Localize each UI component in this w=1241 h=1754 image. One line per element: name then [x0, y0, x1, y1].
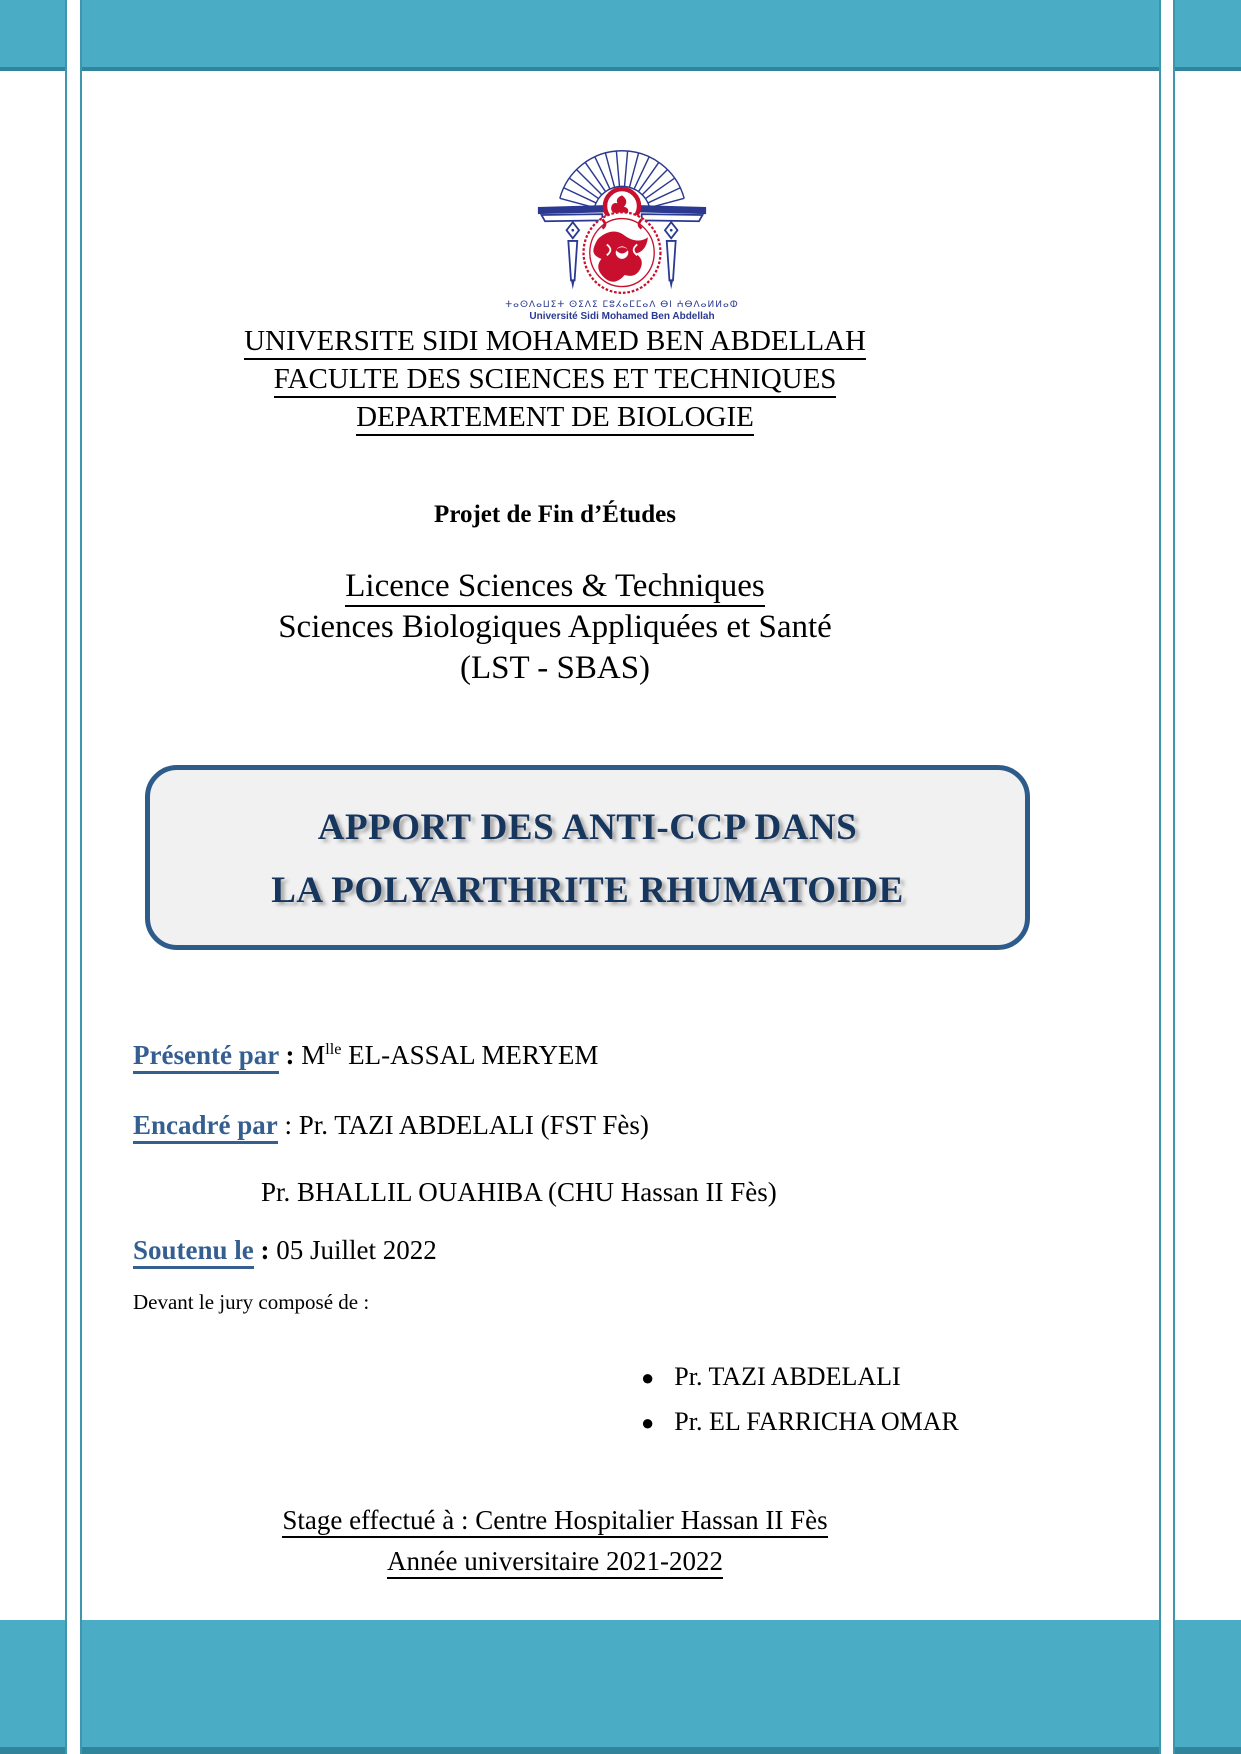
jury-member-name: Pr. EL FARRICHA OMAR — [674, 1407, 959, 1436]
program-abbreviation: (LST - SBAS) — [459, 650, 651, 686]
defense-date: 05 Juillet 2022 — [276, 1235, 437, 1265]
department-name: DEPARTEMENT DE BIOLOGIE — [0, 398, 1110, 436]
university-emblem-icon — [497, 130, 747, 300]
credits-section — [133, 1038, 1113, 1445]
university-logo — [497, 130, 747, 323]
specialty-name: Sciences Biologiques Appliquées et Santé — [278, 609, 832, 645]
thesis-title-line1: APPORT DES ANTI-CCP DANS — [317, 807, 858, 848]
supervised-by-row — [133, 1108, 1113, 1142]
internship-location: Stage effectué à : Centre Hospitalier Hassan II Fès — [0, 1500, 1110, 1541]
defended-on-label: Soutenu le — [133, 1235, 254, 1269]
author-honorific-sup: lle — [325, 1040, 342, 1058]
jury-member-row — [641, 1355, 1113, 1400]
right-white-stripe — [1161, 0, 1173, 1754]
project-type: Projet de Fin d’Études — [434, 501, 676, 528]
jury-list — [641, 1355, 1113, 1445]
degree-name: Licence Sciences & Techniques — [0, 566, 1110, 607]
author-name: EL-ASSAL MERYEM — [341, 1040, 599, 1070]
top-teal-band — [0, 0, 1241, 71]
footer-block — [0, 1500, 1110, 1582]
left-white-stripe — [67, 0, 80, 1754]
supervised-separator: : — [277, 1110, 299, 1140]
bullet-icon: ● — [641, 1410, 655, 1435]
left-inner-rule — [80, 0, 82, 1754]
program-block — [0, 500, 1110, 689]
academic-year: Année universitaire 2021-2022 — [0, 1541, 1110, 1582]
author-honorific: M — [301, 1040, 326, 1070]
supervisor1-name: Pr. TAZI ABDELALI (FST Fès) — [298, 1110, 649, 1140]
bottom-teal-band — [0, 1620, 1241, 1754]
right-inner-rule — [1159, 0, 1161, 1754]
thesis-title-box — [145, 765, 1030, 950]
supervisor2-name: Pr. BHALLIL OUAHIBA (CHU Hassan II Fès) — [261, 1177, 777, 1207]
supervised-by-label: Encadré par — [133, 1110, 278, 1144]
bullet-icon: ● — [641, 1365, 655, 1390]
institution-header — [0, 322, 1110, 436]
presented-by-row — [133, 1038, 1113, 1072]
university-name: UNIVERSITE SIDI MOHAMED BEN ABDELLAH — [0, 322, 1110, 360]
jury-intro: Devant le jury composé de : — [133, 1290, 370, 1314]
thesis-title-line2: LA POLYARTHRITE RHUMATOIDE — [271, 870, 904, 911]
logo-caption: Université Sidi Mohamed Ben Abdellah — [529, 311, 715, 322]
jury-member-row — [641, 1400, 1113, 1445]
presented-by-label: Présenté par — [133, 1040, 279, 1074]
logo-tifinagh-text: ⵜⴰⵙⴷⴰⵡⵉⵜ ⵙⵉⴷⵉ ⵎⵓⵃⴰⵎⵎⴰⴷ ⴱⵏ ⵄⴱⴷⴰⵍⵍⴰⵀ — [505, 300, 739, 310]
defended-on-row — [133, 1233, 1113, 1267]
supervisor2-row — [133, 1175, 1113, 1209]
left-outer-rule — [65, 0, 67, 1754]
faculty-name: FACULTE DES SCIENCES ET TECHNIQUES — [0, 360, 1110, 398]
presented-separator: : — [278, 1040, 302, 1070]
defended-separator: : — [253, 1235, 277, 1265]
jury-member-name: Pr. TAZI ABDELALI — [674, 1362, 901, 1391]
right-outer-rule — [1173, 0, 1175, 1754]
